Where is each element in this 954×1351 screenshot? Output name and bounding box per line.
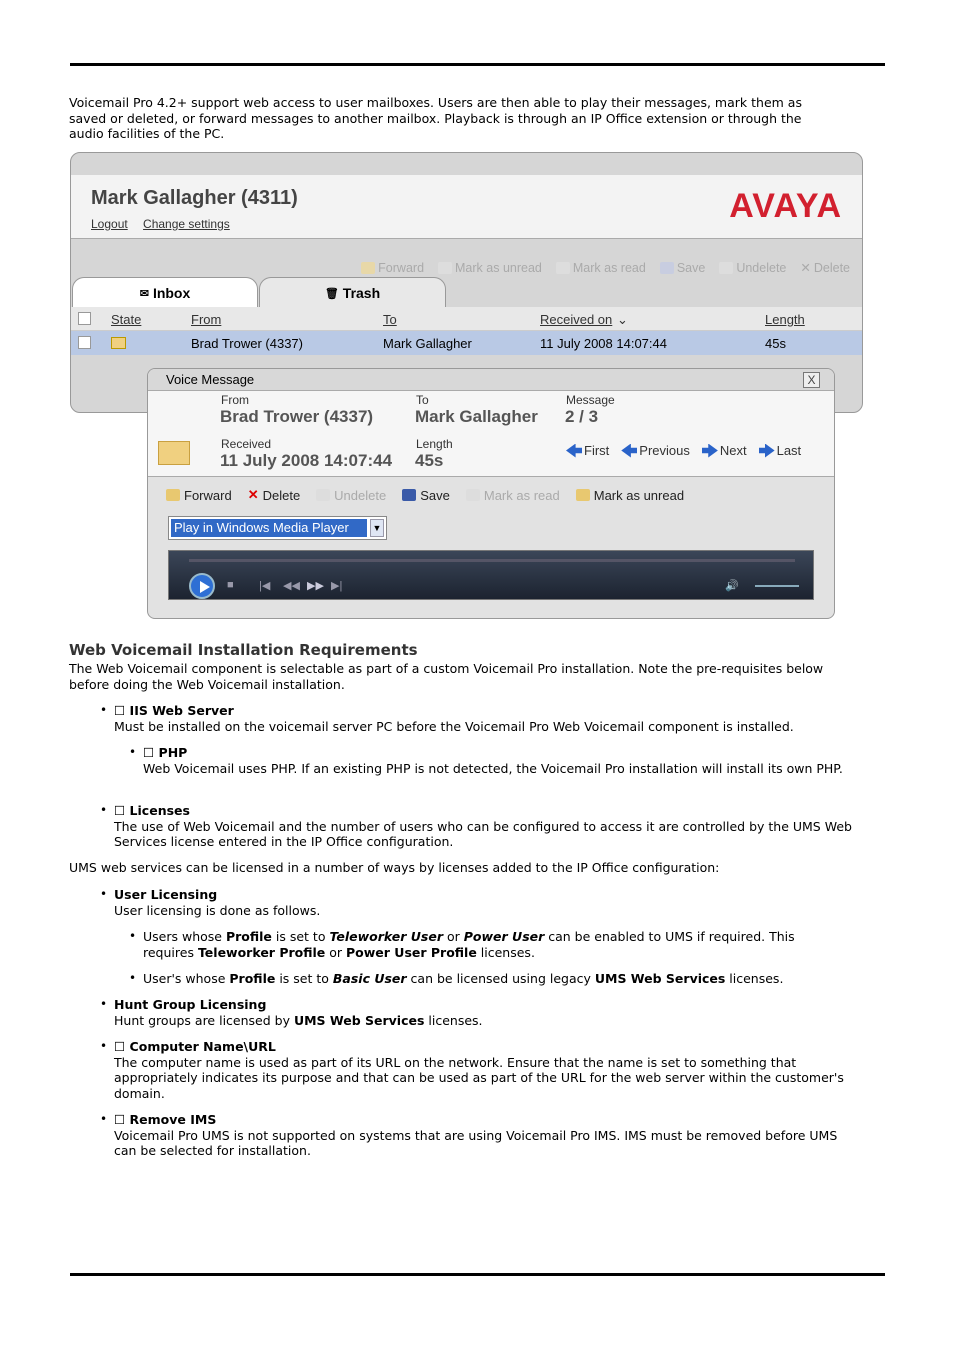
close-button[interactable]: X — [803, 372, 820, 388]
col-from[interactable]: From — [191, 312, 222, 327]
col-length[interactable]: Length — [765, 312, 805, 327]
seek-bar[interactable] — [189, 559, 795, 562]
previous-icon — [621, 444, 637, 458]
message-navigation — [566, 443, 801, 458]
envelope-icon — [438, 262, 452, 274]
ums-intro: UMS web services can be licensed in a number of ways by licenses added to the IP Office configuration: — [69, 860, 720, 875]
to-value: Mark Gallagher — [415, 407, 538, 426]
section-intro: The Web Voicemail component is selectable as part of a custom Voicemail Pro installation. Note the pre-requisites below before doing the Web Voicemail installation. — [69, 661, 824, 692]
computer-name-item: ☐ Computer Name\URL The computer name is used as part of its URL on the network. Ensure that the name is set to something that appropriately indicates its purpose and that can be used as part of the URL for the web server within the customer's domain. — [114, 1039, 844, 1101]
next-button[interactable]: Next — [702, 443, 747, 458]
to-label: To — [416, 393, 429, 407]
avaya-logo: AVAYA — [729, 187, 842, 225]
bullet: • — [100, 1112, 108, 1126]
skip-forward-icon[interactable]: ▶| — [331, 580, 343, 592]
hunt-group-item: Hunt Group Licensing Hunt groups are licensed by UMS Web Services licenses. — [114, 997, 483, 1028]
row-to: Mark Gallagher — [383, 336, 472, 351]
stop-icon[interactable]: ■ — [227, 579, 234, 591]
bullet: • — [129, 971, 137, 985]
dialog-title: Voice Message — [148, 369, 834, 391]
message-info — [148, 391, 834, 477]
envelope-open-icon — [556, 262, 570, 274]
player-select[interactable] — [168, 516, 387, 540]
col-received[interactable]: Received on — [540, 312, 613, 327]
row-length: 45s — [765, 336, 786, 351]
logout-link[interactable]: Logout — [91, 217, 128, 231]
received-label: Received — [221, 437, 272, 451]
bullet: • — [100, 997, 108, 1011]
col-state[interactable]: State — [111, 312, 142, 327]
floppy-icon — [402, 489, 416, 501]
received-value: 11 July 2008 14:07:44 — [220, 451, 393, 470]
from-label: From — [221, 393, 249, 407]
envelope-icon — [158, 441, 190, 465]
vm-delete-button[interactable]: ✕ Delete — [247, 487, 301, 503]
last-button[interactable]: Last — [759, 443, 802, 458]
vm-forward-button[interactable]: Forward — [166, 487, 232, 503]
top-rule — [70, 63, 885, 66]
volume-slider[interactable] — [755, 585, 799, 587]
user-links — [91, 217, 242, 231]
message-label: Message — [566, 393, 615, 407]
undelete-icon — [719, 262, 733, 274]
envelope-open-icon — [466, 489, 480, 501]
first-icon — [566, 444, 582, 458]
bullet: • — [100, 1039, 108, 1053]
trash-icon: 🗑 — [324, 287, 339, 300]
voice-message-dialog — [147, 368, 835, 619]
bullet: • — [100, 803, 108, 817]
bottom-rule — [70, 1273, 885, 1276]
mark-unread-button[interactable]: Mark as unread — [438, 260, 542, 275]
forward-icon — [166, 489, 180, 501]
bullet: • — [129, 929, 137, 943]
delete-button[interactable]: ✕ Delete — [800, 260, 850, 275]
vm-mark-read-button[interactable]: Mark as read — [466, 487, 560, 503]
vm-save-button[interactable]: Save — [402, 487, 450, 503]
message-value: 2 / 3 — [565, 407, 599, 426]
x-icon: ✕ — [800, 261, 811, 275]
col-to[interactable]: To — [383, 312, 397, 327]
teleworker-item: Users whose Profile is set to Teleworker User or Power User can be enabled to UMS if required. This requires Teleworker Profile or Power User Profile licenses. — [143, 929, 795, 960]
select-all-checkbox[interactable] — [78, 312, 91, 325]
php-item: ☐ PHP Web Voicemail uses PHP. If an existing PHP is not detected, the Voicemail Pro installation will install its own PHP. — [143, 745, 843, 776]
envelope-icon — [576, 489, 590, 501]
undelete-icon — [316, 489, 330, 501]
fast-forward-icon[interactable]: ▶▶ — [307, 580, 324, 592]
message-table — [71, 307, 862, 355]
first-button[interactable]: First — [566, 443, 609, 458]
save-button[interactable]: Save — [660, 260, 706, 275]
undelete-button[interactable]: Undelete — [719, 260, 786, 275]
forward-icon — [361, 262, 375, 274]
forward-button[interactable]: Forward — [361, 260, 424, 275]
mark-read-button[interactable]: Mark as read — [556, 260, 646, 275]
section-title: Web Voicemail Installation Requirements — [69, 641, 418, 659]
length-label: Length — [416, 437, 453, 451]
previous-button[interactable]: Previous — [621, 443, 690, 458]
table-row[interactable] — [71, 331, 862, 355]
inbox-icon: ✉ — [139, 287, 149, 300]
play-icon[interactable] — [189, 573, 215, 599]
user-name: Mark Gallagher (4311) — [91, 187, 298, 209]
table-header — [71, 307, 862, 331]
next-icon — [702, 444, 718, 458]
sort-chevron-icon: ⌄ — [617, 312, 628, 327]
change-settings-link[interactable]: Change settings — [143, 217, 230, 231]
mailbox-toolbar — [361, 260, 850, 275]
row-checkbox[interactable] — [78, 336, 91, 349]
media-player — [168, 550, 814, 600]
row-received: 11 July 2008 14:07:44 — [540, 336, 667, 351]
bullet: • — [100, 703, 108, 717]
tab-trash[interactable]: 🗑 Trash — [259, 277, 446, 308]
x-icon: ✕ — [247, 487, 259, 502]
tab-inbox[interactable]: ✉ Inbox — [72, 277, 258, 308]
user-licensing-item: User Licensing User licensing is done as follows. — [114, 887, 321, 918]
last-icon — [759, 444, 775, 458]
remove-ims-item: ☐ Remove IMS Voicemail Pro UMS is not supported on systems that are using Voicemail Pro IMS. IMS must be removed before UMS can be selected for installation. — [114, 1112, 838, 1158]
rewind-icon[interactable]: ◀◀ — [283, 580, 300, 592]
floppy-icon — [660, 262, 674, 274]
basic-user-item: User's whose Profile is set to Basic User can be licensed using legacy UMS Web Services licenses. — [143, 971, 784, 986]
from-value: Brad Trower (4337) — [220, 407, 374, 426]
intro-paragraph: Voicemail Pro 4.2+ support web access to user mailboxes. Users are then able to play their messages, mark them as saved or deleted, or forward messages to another mailbox. Playback is through an IP Office extension or through the audio facilities of the PC. — [69, 95, 802, 141]
envelope-icon — [111, 337, 126, 349]
skip-back-icon[interactable]: |◀ — [259, 580, 271, 592]
chevron-down-icon[interactable]: ▼ — [370, 519, 384, 537]
licenses-item: ☐ Licenses The use of Web Voicemail and the number of users who can be configured to access it are controlled by the UMS Web Services license entered in the IP Office configuration. — [114, 803, 852, 849]
player-option: Play in Windows Media Player — [171, 519, 367, 537]
iis-item: ☐ IIS Web Server Must be installed on the voicemail server PC before the Voicemail Pro Web Voicemail component is installed. — [114, 703, 794, 734]
bullet: • — [129, 745, 137, 759]
volume-icon[interactable]: 🔊 — [725, 580, 739, 592]
length-value: 45s — [415, 451, 444, 470]
mailbox-header — [71, 175, 862, 239]
bullet: • — [100, 887, 108, 901]
vm-undelete-button[interactable]: Undelete — [316, 487, 386, 503]
message-actions — [166, 487, 684, 503]
row-from: Brad Trower (4337) — [191, 336, 303, 351]
vm-mark-unread-button[interactable]: Mark as unread — [576, 487, 684, 503]
